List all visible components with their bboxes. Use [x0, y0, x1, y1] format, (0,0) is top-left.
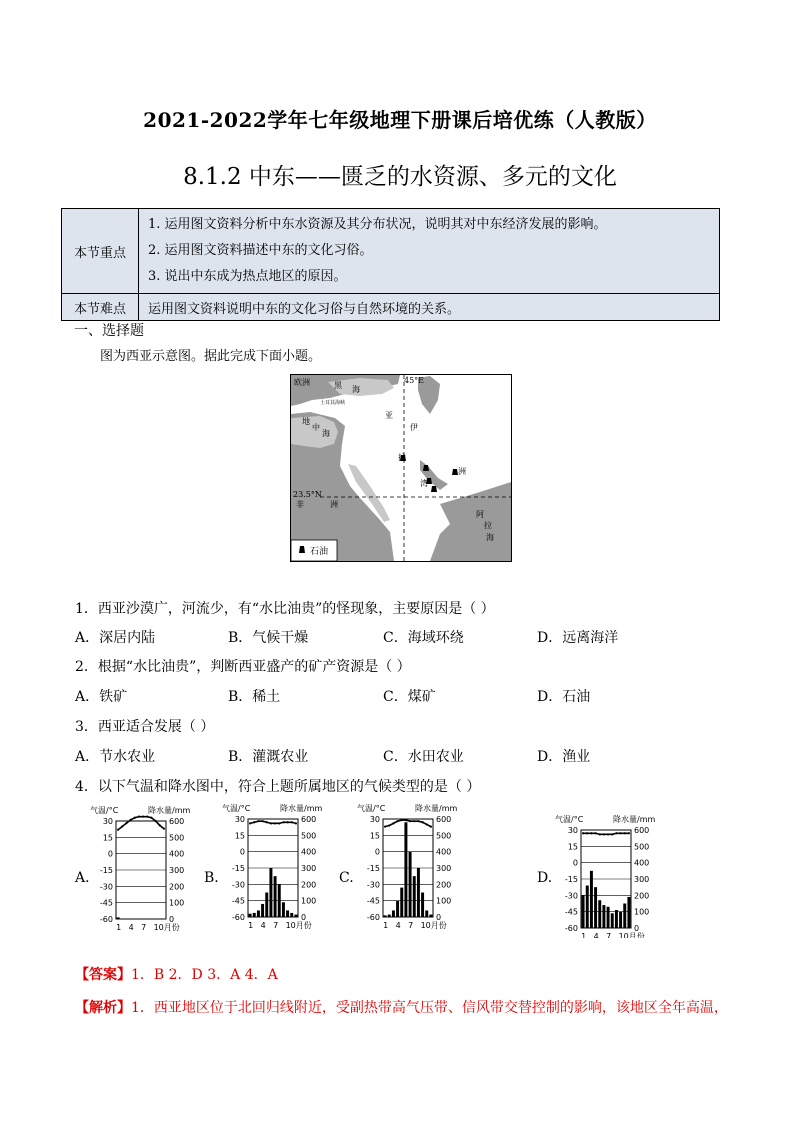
temperature-point: [586, 832, 588, 834]
y2-tick-label: 200: [301, 880, 317, 890]
answer-label: 【答案】: [75, 967, 131, 983]
temperature-point: [134, 817, 136, 819]
temperature-point: [430, 826, 432, 828]
temperature-point: [286, 821, 288, 823]
y2-tick-label: 600: [634, 826, 650, 835]
x-tick-label: 4: [593, 932, 599, 938]
climate-chart-d: [553, 814, 657, 942]
temperature-point: [401, 819, 403, 821]
y1-tick-label: 30: [567, 826, 578, 835]
precipitation-bar: [290, 913, 293, 917]
map-label-latitude: 23.5°N: [293, 490, 322, 499]
climate-chart-b: [220, 803, 324, 941]
precipitation-bar: [627, 897, 630, 928]
option: C．煤矿: [383, 689, 436, 705]
x-tick-label: 7: [408, 921, 414, 930]
x-tick-label: 4: [260, 921, 266, 930]
chart-option-label: B.: [204, 870, 219, 886]
climate-chart-c: [355, 803, 459, 941]
y2-tick-label: 0: [169, 915, 175, 924]
map-label: 拉: [484, 521, 492, 530]
y1-tick-label: 15: [567, 842, 578, 852]
y1-tick-label: -45: [231, 896, 245, 906]
y2-tick-label: 300: [301, 864, 317, 873]
y1-axis-label: 气温/°C: [90, 806, 119, 815]
map-label: 洲: [458, 467, 466, 476]
difficulty-content: 运用图文资料说明中东的文化习俗与自然环境的关系。: [139, 294, 720, 321]
temperature-line: [385, 820, 431, 827]
temperature-point: [603, 833, 605, 835]
map-label: 黑: [334, 381, 342, 390]
x-tick-label: 10月份: [285, 921, 312, 930]
y1-tick-label: -15: [366, 864, 380, 873]
temperature-point: [150, 817, 152, 819]
y1-tick-label: 30: [234, 815, 245, 824]
precipitation-bar: [409, 852, 412, 917]
question-4: 4．以下气温和降水图中，符合上题所属地区的气候类型的是（ ）: [75, 779, 481, 795]
section-title: 一、选择题: [74, 323, 144, 339]
temperature-point: [163, 828, 165, 830]
x-tick-label: 7: [141, 923, 147, 932]
key-points-content: [139, 209, 720, 294]
precipitation-bar: [602, 905, 605, 928]
y1-tick-label: -30: [231, 880, 245, 890]
y2-tick-label: 400: [634, 858, 650, 868]
y2-axis-label: 降水量/mm: [148, 806, 191, 815]
option: B．稀土: [228, 689, 281, 705]
precipitation-bar: [257, 910, 260, 917]
y2-tick-label: 600: [169, 817, 185, 826]
x-tick-label: 7: [273, 921, 279, 930]
y2-tick-label: 200: [634, 891, 650, 901]
precipitation-bar: [249, 914, 252, 917]
precipitation-bar: [421, 893, 424, 918]
answer-text: 1．B 2．D 3．A 4．A: [131, 967, 278, 983]
y2-tick-label: 400: [301, 847, 317, 857]
temperature-point: [413, 820, 415, 822]
x-tick-label: 10月份: [153, 923, 180, 932]
y1-tick-label: -45: [366, 896, 380, 906]
temperature-point: [384, 826, 386, 828]
y1-tick-label: 0: [239, 847, 245, 857]
x-tick-label: 1: [248, 921, 254, 930]
precipitation-bar: [253, 913, 256, 917]
precipitation-bar: [590, 871, 593, 928]
y2-tick-label: 200: [436, 880, 452, 890]
temperature-point: [257, 820, 259, 822]
temperature-point: [590, 832, 592, 834]
chart-option-label: C.: [339, 870, 354, 886]
y1-tick-label: 15: [102, 833, 113, 843]
temperature-point: [421, 821, 423, 823]
y2-tick-label: 500: [634, 842, 650, 852]
y1-tick-label: 15: [369, 831, 380, 841]
y2-tick-label: 500: [301, 831, 317, 841]
precipitation-bar: [594, 887, 597, 928]
precipitation-bar: [429, 915, 432, 917]
temperature-point: [388, 824, 390, 826]
question-intro: 图为西亚示意图。据此完成下面小题。: [100, 349, 322, 364]
y1-tick-label: 30: [369, 815, 380, 824]
map-label: 阿: [476, 510, 484, 519]
temperature-point: [138, 816, 140, 818]
precipitation-bar: [417, 868, 420, 917]
y2-axis-label: 降水量/mm: [415, 804, 458, 813]
chart-option-label: D.: [537, 870, 553, 886]
temperature-point: [121, 825, 123, 827]
temperature-point: [628, 832, 630, 834]
y1-tick-label: 15: [234, 831, 245, 841]
x-tick-label: 1: [383, 921, 389, 930]
temperature-point: [282, 821, 284, 823]
y1-tick-label: -60: [366, 913, 380, 922]
precipitation-bar: [269, 868, 272, 917]
oil-legend-icon: [299, 546, 305, 553]
y1-tick-label: -30: [366, 880, 380, 890]
y2-tick-label: 100: [436, 896, 452, 906]
y1-tick-label: -30: [99, 882, 113, 892]
y1-tick-label: -60: [99, 915, 113, 924]
precipitation-bar: [611, 913, 614, 928]
temperature-point: [607, 833, 609, 835]
y1-tick-label: -60: [231, 913, 245, 922]
temperature-point: [295, 822, 297, 824]
y2-tick-label: 200: [169, 882, 185, 892]
option: A．铁矿: [75, 689, 128, 705]
option: B．气候干燥: [228, 630, 309, 646]
map-label: 拉: [398, 453, 406, 462]
temperature-point: [624, 832, 626, 834]
question-3: 3．西亚适合发展（ ）: [75, 719, 215, 735]
y2-tick-label: 300: [436, 864, 452, 873]
x-tick-label: 7: [606, 932, 612, 938]
objectives-table: [61, 208, 720, 321]
option: A．节水农业: [75, 749, 156, 765]
temperature-point: [142, 816, 144, 818]
option: B．灌溉农业: [228, 749, 309, 765]
y2-tick-label: 400: [436, 847, 452, 857]
temperature-point: [274, 822, 276, 824]
key-points-label: 本节重点: [62, 209, 139, 294]
map-label-longitude: 45°E: [404, 376, 425, 385]
x-tick-label: 10月份: [420, 921, 447, 930]
temperature-point: [619, 832, 621, 834]
chart-option-label: A.: [75, 870, 90, 886]
y2-axis-label: 降水量/mm: [613, 815, 656, 824]
temperature-line: [118, 817, 164, 830]
y2-tick-label: 0: [436, 913, 442, 922]
climate-chart-a: [88, 805, 192, 943]
y1-tick-label: 0: [107, 849, 113, 859]
y2-tick-label: 600: [436, 815, 452, 824]
precipitation-bar: [388, 915, 391, 917]
y2-tick-label: 600: [301, 815, 317, 824]
precipitation-bar: [582, 895, 585, 928]
temperature-point: [154, 820, 156, 822]
precipitation-bar: [425, 910, 428, 917]
precipitation-bar: [278, 884, 281, 917]
temperature-point: [599, 833, 601, 835]
y2-tick-label: 100: [301, 896, 317, 906]
precipitation-bar: [384, 915, 387, 917]
precipitation-bar: [282, 902, 285, 917]
y1-axis-label: 气温/°C: [222, 804, 251, 813]
precipitation-bar: [607, 907, 610, 928]
map-label: 海: [486, 533, 494, 542]
temperature-point: [261, 820, 263, 822]
map-label: 非: [296, 500, 304, 509]
y2-tick-label: 0: [634, 924, 640, 933]
map-label: 伊: [410, 423, 418, 432]
temperature-point: [396, 820, 398, 822]
y2-axis-label: 降水量/mm: [280, 804, 323, 813]
map-label: 海: [352, 385, 360, 394]
x-tick-label: 4: [395, 921, 401, 930]
temperature-point: [594, 832, 596, 834]
map-label: 亚: [385, 411, 393, 420]
y1-tick-label: -45: [99, 898, 113, 908]
key-point: 3. 说出中东成为热点地区的原因。: [148, 269, 347, 284]
temperature-point: [159, 824, 161, 826]
answer-line: [75, 964, 278, 984]
lesson-subtitle: 8.1.2 中东——匮乏的水资源、多元的文化: [183, 164, 617, 190]
y1-tick-label: -15: [231, 864, 245, 873]
option: A．深居内陆: [75, 630, 156, 646]
precipitation-bar: [413, 876, 416, 917]
option: D．远离海洋: [537, 630, 619, 646]
y2-tick-label: 300: [634, 875, 650, 884]
temperature-point: [405, 819, 407, 821]
map-label: 湾: [420, 479, 428, 488]
page-title: 2021-2022学年七年级地理下册课后培优练（人教版）: [143, 108, 657, 132]
y1-tick-label: -60: [564, 924, 578, 933]
precipitation-bar: [294, 915, 297, 917]
y1-axis-label: 气温/°C: [555, 815, 584, 824]
y1-tick-label: 30: [102, 817, 113, 826]
analysis-label: 【解析】: [75, 1000, 131, 1016]
x-tick-label: 4: [128, 923, 134, 932]
temperature-point: [392, 822, 394, 824]
key-point: 2. 运用图文资料描述中东的文化习俗。: [148, 243, 373, 258]
precipitation-bar: [117, 917, 120, 919]
temperature-point: [417, 820, 419, 822]
question-2: 2．根据“水比油贵”，判断西亚盛产的矿产资源是（ ）: [75, 659, 411, 675]
precipitation-bar: [265, 893, 268, 918]
temperature-point: [249, 822, 251, 824]
option: D．渔业: [537, 749, 591, 765]
option: C．海域环绕: [383, 630, 464, 646]
key-point: 1. 运用图文资料分析中东水资源及其分布状况，说明其对中东经济发展的影响。: [148, 217, 607, 232]
map-legend-label: 石油: [310, 547, 329, 557]
y2-tick-label: 0: [301, 913, 307, 922]
precipitation-bar: [615, 910, 618, 928]
y2-tick-label: 500: [169, 833, 185, 843]
precipitation-bar: [619, 912, 622, 928]
x-tick-label: 1: [581, 932, 587, 938]
precipitation-bar: [286, 910, 289, 917]
map-label-europe: 欧洲: [294, 378, 310, 387]
temperature-point: [409, 820, 411, 822]
y1-tick-label: -15: [99, 866, 113, 875]
precipitation-bar: [400, 888, 403, 917]
temperature-point: [129, 819, 131, 821]
precipitation-bar: [586, 886, 589, 928]
precipitation-bar: [392, 910, 395, 917]
temperature-line: [583, 833, 629, 834]
temperature-point: [611, 833, 613, 835]
y2-tick-label: 300: [169, 866, 185, 875]
precipitation-bar: [598, 900, 601, 928]
option: C．水田农业: [383, 749, 464, 765]
y2-tick-label: 100: [169, 898, 185, 908]
map-label: 海: [322, 429, 330, 438]
temperature-point: [146, 816, 148, 818]
precipitation-bar: [623, 904, 626, 929]
y1-tick-label: 0: [374, 847, 380, 857]
x-tick-label: 10月份: [618, 932, 645, 938]
temperature-point: [278, 822, 280, 824]
map-label: 洲: [330, 500, 338, 509]
analysis-text: 1．西亚地区位于北回归线附近，受副热带高气压带、信风带交替控制的影响，该地区全年高温，: [131, 1000, 728, 1016]
precipitation-bar: [396, 901, 399, 917]
x-tick-label: 1: [116, 923, 122, 932]
y1-tick-label: -30: [564, 891, 578, 901]
map-label: 地: [302, 417, 310, 426]
west-asia-map: [290, 374, 512, 566]
precipitation-bar: [274, 876, 277, 917]
temperature-point: [615, 832, 617, 834]
precipitation-bar: [404, 822, 407, 917]
temperature-point: [253, 821, 255, 823]
question-1: 1．西亚沙漠广，河流少，有“水比油贵”的怪现象，主要原因是（ ）: [75, 601, 495, 617]
temperature-point: [266, 821, 268, 823]
temperature-point: [426, 823, 428, 825]
temperature-point: [117, 829, 119, 831]
y2-tick-label: 500: [436, 831, 452, 841]
y1-tick-label: -45: [564, 907, 578, 917]
temperature-line: [250, 821, 296, 823]
temperature-point: [582, 832, 584, 834]
temperature-point: [125, 822, 127, 824]
y1-axis-label: 气温/°C: [357, 804, 386, 813]
y2-tick-label: 100: [634, 907, 650, 917]
map-label: 中: [312, 423, 320, 432]
y2-tick-label: 400: [169, 849, 185, 859]
precipitation-bar: [261, 904, 264, 917]
analysis-line: [75, 997, 728, 1017]
map-label-strait: 土耳其海峡: [320, 400, 346, 406]
option: D．石油: [537, 689, 591, 705]
y1-tick-label: -15: [564, 875, 578, 884]
temperature-point: [291, 821, 293, 823]
temperature-point: [270, 822, 272, 824]
y1-tick-label: 0: [572, 858, 578, 868]
difficulty-label: 本节难点: [62, 294, 139, 321]
